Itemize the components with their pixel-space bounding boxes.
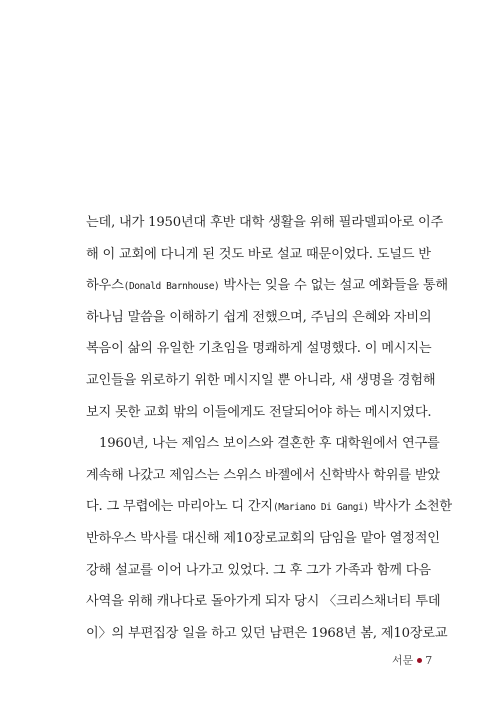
text-line: [86, 270, 448, 302]
bullet-icon: [417, 658, 422, 663]
text-line: 는데, 내가 1950년대 후반 대학 생활을 위해 필라델피아로 이주: [86, 215, 444, 230]
text-segment: 박사는 잊을 수 없는 설교 예화들을 통해: [219, 278, 448, 294]
text-segment: 박사가 소천한: [368, 499, 452, 515]
text-line: 이〉의 부편집장 일을 하고 있던 남편은 1968년 봄, 제10장로교: [86, 625, 448, 641]
latin-name: (Mariano Di Gangi): [272, 502, 369, 514]
text-line: 하나님 말씀을 이해하기 쉽게 전했으며, 주님의 은혜와 자비의: [86, 309, 432, 325]
text-line: 사역을 위해 캐나다로 돌아가게 되자 당시 〈크리스채너티 투데: [86, 594, 441, 610]
text-line: 해 이 교회에 다니게 된 것도 바로 설교 때문이었다. 도널드 반: [86, 246, 431, 262]
text-line: [86, 491, 452, 523]
section-title: 서문: [392, 654, 414, 667]
text-line: 복음이 삶의 유일한 기초임을 명쾌하게 설명했다. 이 메시지는: [86, 341, 432, 357]
text-segment: 하우스: [86, 278, 124, 294]
page-number: 7: [425, 654, 433, 667]
text-line: 보지 못한 교회 밖의 이들에게도 전달되어야 하는 메시지였다.: [86, 404, 432, 420]
text-line: 교인들을 위로하기 위한 메시지일 뿐 아니라, 새 생명을 경험해: [86, 372, 436, 388]
page-footer: [392, 652, 432, 668]
text-line-paragraph-start: 1960년, 나는 제임스 보이스와 결혼한 후 대학원에서 연구를: [99, 436, 440, 452]
text-line: 반하우스 박사를 대신해 제10장로교회의 담임을 맡아 열정적인: [86, 530, 440, 546]
text-line: 강해 설교를 이어 나가고 있었다. 그 후 그가 가족과 함께 다음: [86, 562, 431, 578]
text-segment: 다. 그 무렵에는 마리아노 디 간지: [86, 499, 273, 515]
text-line: 계속해 나갔고 제임스는 스위스 바젤에서 신학박사 학위를 받았: [86, 467, 440, 483]
latin-name: (Donald Barnhouse): [123, 281, 220, 293]
body-text: [86, 207, 452, 649]
